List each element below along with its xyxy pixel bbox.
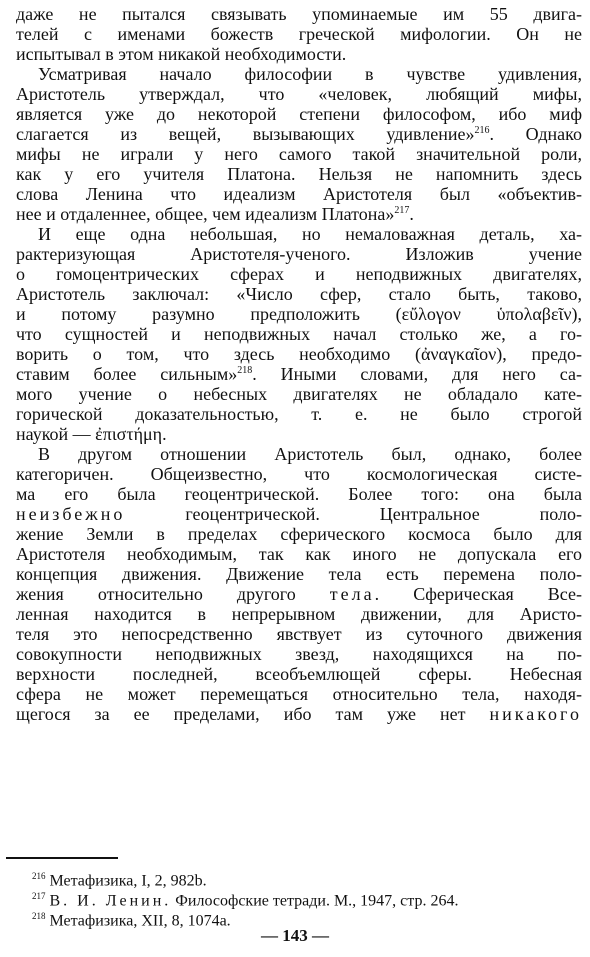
- footnote-text: Метафизика, XII, 8, 1074a.: [49, 912, 231, 930]
- paragraph-start: И еще одна небольшая, но немаловажная деталь, ха-: [38, 224, 582, 244]
- text-line: наукой — ἐπιστήμη.: [16, 424, 167, 444]
- text-segment: нее и отдаленнее, общее, чем идеализм Платона»: [16, 204, 395, 224]
- footnote-author: В. И. Ленин.: [49, 892, 172, 910]
- text-line: ворить о том, что здесь необходимо (ἀναγκαῖον), предо-: [16, 344, 582, 364]
- footnote-ref: 218: [237, 365, 253, 376]
- text-line: ставим более сильным»$^{218}$. Иными словами, для него са-: [16, 364, 582, 384]
- footnote-text: Философские тетради. М., 1947, стр. 264.: [175, 892, 459, 910]
- text-line: даже не пытался связывать упоминаемые им 55 двига-: [16, 4, 582, 24]
- text-line: горической доказательностью, т. е. не было строгой: [16, 404, 582, 424]
- text-segment: ставим более сильным»: [16, 364, 238, 384]
- footnote-number: 216: [32, 871, 46, 881]
- text-line: категоричен. Общеизвестно, что космологическая систе-: [16, 464, 582, 484]
- text-line: рактеризующая Аристотеля-ученого. Изложив учение: [16, 244, 582, 264]
- footnote-ref: 216: [474, 125, 490, 136]
- text-line: испытывал в этом никакой необходимости.: [16, 44, 347, 64]
- text-line: слова Ленина что идеализм Аристотеля был «объектив-: [16, 184, 582, 204]
- text-line: жение Земли в пределах сферического космоса было для: [16, 524, 582, 544]
- text-line: ма его была геоцентрической. Более того: она была: [16, 484, 582, 504]
- text-segment: слагается из вещей, вызывающих удивление»: [16, 124, 475, 144]
- text-line: мифы не играли у него самого такой значительной роли,: [16, 144, 582, 164]
- footnote-divider: [6, 857, 118, 859]
- text-line: мого учение о небесных двигателях не обладало кате-: [16, 384, 582, 404]
- text-line: теля это непосредственно явствует из суточного движения: [16, 624, 582, 644]
- text-line: ленная находится в непрерывном движении, для Аристо-: [16, 604, 582, 624]
- text-line: концепция движения. Движение тела есть перемена поло-: [16, 564, 582, 584]
- text-line: совокупности неподвижных звезд, находящихся на по-: [16, 644, 582, 664]
- emphasis-spaced: неизбежно: [16, 504, 126, 524]
- text-segment: геоцентрической. Центральное поло-: [185, 504, 583, 524]
- footnote-ref: 217: [394, 205, 410, 216]
- text-line: как у его учителя Платона. Нельзя не напомнить здесь: [16, 164, 582, 184]
- text-segment: щегося за ее пределами, ибо там уже нет: [16, 704, 466, 724]
- text-line: и потому разумно предположить (εὔλογον ὑπολαβεῖν),: [16, 304, 582, 324]
- text-line: [16, 504, 582, 524]
- footnote-number: 218: [32, 911, 46, 921]
- text-line: Аристотель заключал: «Число сфер, стало быть, таково,: [16, 284, 582, 304]
- text-line: о гомоцентрических сферах и неподвижных двигателях,: [16, 264, 582, 284]
- text-segment: Иными словами, для него са-: [280, 364, 582, 384]
- text-line: слагается из вещей, вызывающих удивление»$^{216}$. Однако: [16, 124, 582, 144]
- paragraph-start: Усматривая начало философии в чувстве удивления,: [38, 64, 582, 84]
- text-line: телей с именами божеств греческой мифологии. Он не: [16, 24, 582, 44]
- paragraph-start: В другом отношении Аристотель был, однако, более: [38, 444, 582, 464]
- page-number: — 143 —: [261, 926, 329, 945]
- emphasis-spaced: никакого: [489, 704, 582, 724]
- text-line: [16, 704, 582, 724]
- text-line: нее и отдаленнее, общее, чем идеализм Платона»$^{217}$.: [16, 204, 414, 224]
- text-line: Аристотель утверждал, что «человек, любящий мифы,: [16, 84, 582, 104]
- text-line: сфера не может перемещаться относительно тела, находя-: [16, 684, 582, 704]
- footnote-text: Метафизика, I, 2, 982b.: [49, 872, 207, 890]
- text-line: является уже до некоторой степени философом, ибо миф: [16, 104, 582, 124]
- footnote-number: 217: [32, 891, 46, 901]
- text-line: верхности последней, всеобъемлющей сферы. Небесная: [16, 664, 582, 684]
- text-line: Аристотеля необходимым, так как иного не допускала его: [16, 544, 582, 564]
- text-segment: . Сферическая Все-: [374, 584, 582, 604]
- text-segment: Однако: [525, 124, 582, 144]
- text-line: что сущностей и неподвижных начал столько же, а го-: [16, 324, 582, 344]
- text-line: [16, 584, 582, 604]
- emphasis-spaced: тела: [329, 584, 375, 604]
- text-segment: жения относительно другого: [16, 584, 296, 604]
